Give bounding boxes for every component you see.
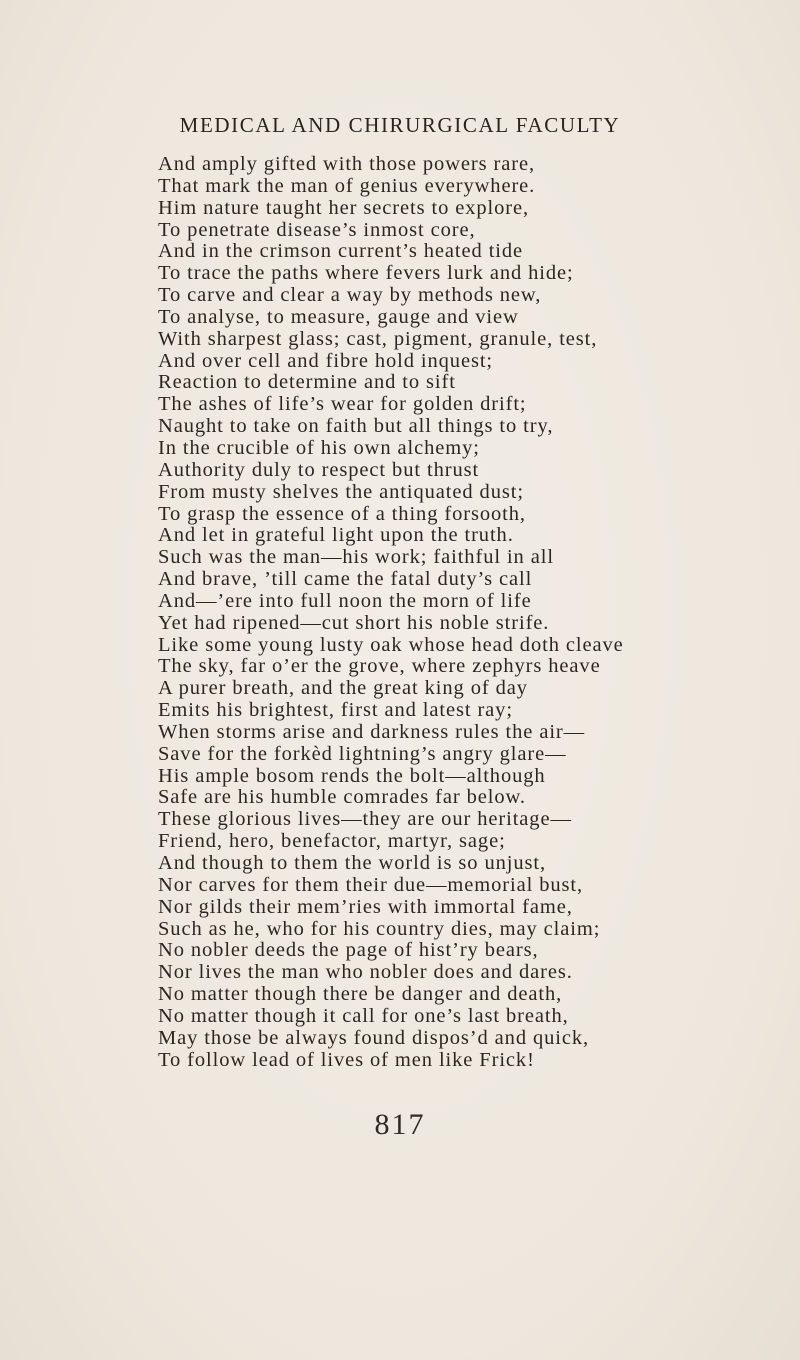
poem-line: And in the crimson current’s heated tide — [158, 240, 524, 263]
poem-line: These glorious lives—they are our heritage— — [158, 808, 572, 831]
poem-line: Save for the forkèd lightning’s angry glare— — [158, 742, 567, 765]
poem-line: The ashes of life’s wear for golden drift; — [158, 393, 527, 416]
poem-line: To penetrate disease’s inmost core, — [158, 218, 476, 241]
poem-line: Him nature taught her secrets to explore, — [158, 196, 530, 219]
poem-line: And over cell and fibre hold inquest; — [158, 349, 494, 372]
poem-line: And—’ere into full noon the morn of life — [158, 589, 532, 612]
poem-line: No matter though there be danger and death, — [158, 983, 563, 1006]
poem-line: That mark the man of genius everywhere. — [158, 174, 536, 197]
poem-line: May those be always found dispos’d and quick, — [158, 1026, 590, 1049]
poem-line: Such was the man—his work; faithful in all — [158, 546, 554, 569]
poem-line: When storms arise and darkness rules the air— — [158, 720, 586, 743]
poem-line: The sky, far o’er the grove, where zephyrs heave — [158, 655, 601, 678]
page-number: 817 — [374, 1108, 426, 1141]
poem-line: Nor gilds their mem’ries with immortal fame, — [158, 895, 573, 918]
poem-line: With sharpest glass; cast, pigment, granule, test, — [158, 327, 598, 350]
poem-line: A purer breath, and the great king of day — [158, 677, 528, 700]
poem-line: Yet had ripened—cut short his noble strife. — [158, 611, 550, 634]
poem-body — [158, 154, 778, 1071]
poem-line: To grasp the essence of a thing forsooth, — [158, 502, 526, 525]
poem-line: And amply gifted with those powers rare, — [158, 153, 536, 175]
running-head: MEDICAL AND CHIRURGICAL FACULTY — [179, 113, 621, 137]
poem-line: Authority duly to respect but thrust — [158, 458, 480, 481]
poem-line: And let in grateful light upon the truth. — [158, 524, 514, 547]
poem-line: No nobler deeds the page of hist’ry bears, — [158, 939, 539, 962]
poem-line: No matter though it call for one’s last breath, — [158, 1004, 569, 1027]
poem-line: Naught to take on faith but all things to try, — [158, 415, 554, 438]
poem-line: From musty shelves the antiquated dust; — [158, 480, 524, 503]
poem-line: And though to them the world is so unjust, — [158, 852, 547, 874]
poem-line: To trace the paths where fevers lurk and hide; — [158, 262, 574, 285]
poem-line: Safe are his humble comrades far below. — [158, 786, 526, 809]
poem-line: In the crucible of his own alchemy; — [158, 436, 480, 459]
poem-line: Friend, hero, benefactor, martyr, sage; — [158, 830, 506, 853]
poem-line: Reaction to determine and to sift — [158, 371, 456, 394]
poem-line: To carve and clear a way by methods new, — [158, 284, 542, 307]
poem-line: His ample bosom rends the bolt—although — [158, 764, 546, 787]
poem-line: To analyse, to measure, gauge and view — [158, 305, 519, 328]
poem-line: Nor carves for them their due—memorial bust, — [158, 873, 583, 896]
poem-line: Such as he, who for his country dies, may claim; — [158, 917, 601, 940]
poem-line: And brave, ’till came the fatal duty’s call — [158, 568, 533, 591]
poem-line: To follow lead of lives of men like Frick! — [158, 1048, 535, 1071]
poem-line: Like some young lusty oak whose head doth cleave — [158, 633, 624, 656]
poem-line: Nor lives the man who nobler does and dares. — [158, 961, 573, 984]
poem-line: Emits his brightest, first and latest ray; — [158, 699, 513, 722]
